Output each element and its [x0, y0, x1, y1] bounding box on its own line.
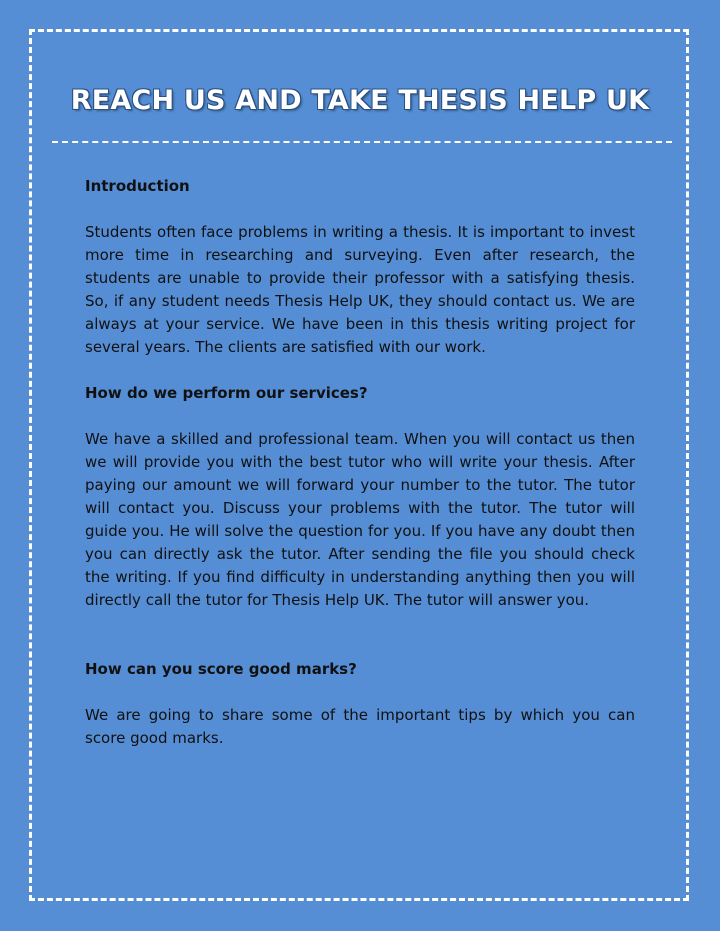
- spacer: [85, 681, 635, 704]
- section-paragraph-services: We have a skilled and professional team. When you will contact us then we will provide you with the best tutor who will write your thesis. After paying our amount we will forward your number to the tutor. The tutor will contact you. Discuss your problems with the tutor. The tutor will guide you. He will solve the question for you. If you have any doubt then you can directly ask the tutor. After sending the file you should check the writing. If you find difficulty in understanding anything then you will directly call the tutor for Thesis Help UK. The tutor will answer you.: [85, 430, 635, 609]
- spacer: [85, 198, 635, 221]
- document-title: REACH US AND TAKE THESIS HELP UK: [70, 85, 650, 116]
- section-heading-introduction: Introduction: [85, 177, 190, 195]
- spacer: [85, 612, 635, 658]
- document-body: [85, 175, 635, 750]
- section-heading-services: How do we perform our services?: [85, 384, 368, 402]
- section-paragraph-marks: We are going to share some of the important tips by which you can score good marks.: [85, 706, 635, 747]
- spacer: [85, 405, 635, 428]
- section-paragraph-introduction: Students often face problems in writing a thesis. It is important to invest more time in researching and surveying. Even after research, the students are unable to provide their professor with a satisfying thesis. So, if any student needs Thesis Help UK, they should contact us. We are always at your service. We have been in this thesis writing project for several years. The clients are satisfied with our work.: [85, 223, 635, 356]
- section-heading-marks: How can you score good marks?: [85, 660, 357, 678]
- title-divider: [52, 141, 672, 143]
- spacer: [85, 359, 635, 382]
